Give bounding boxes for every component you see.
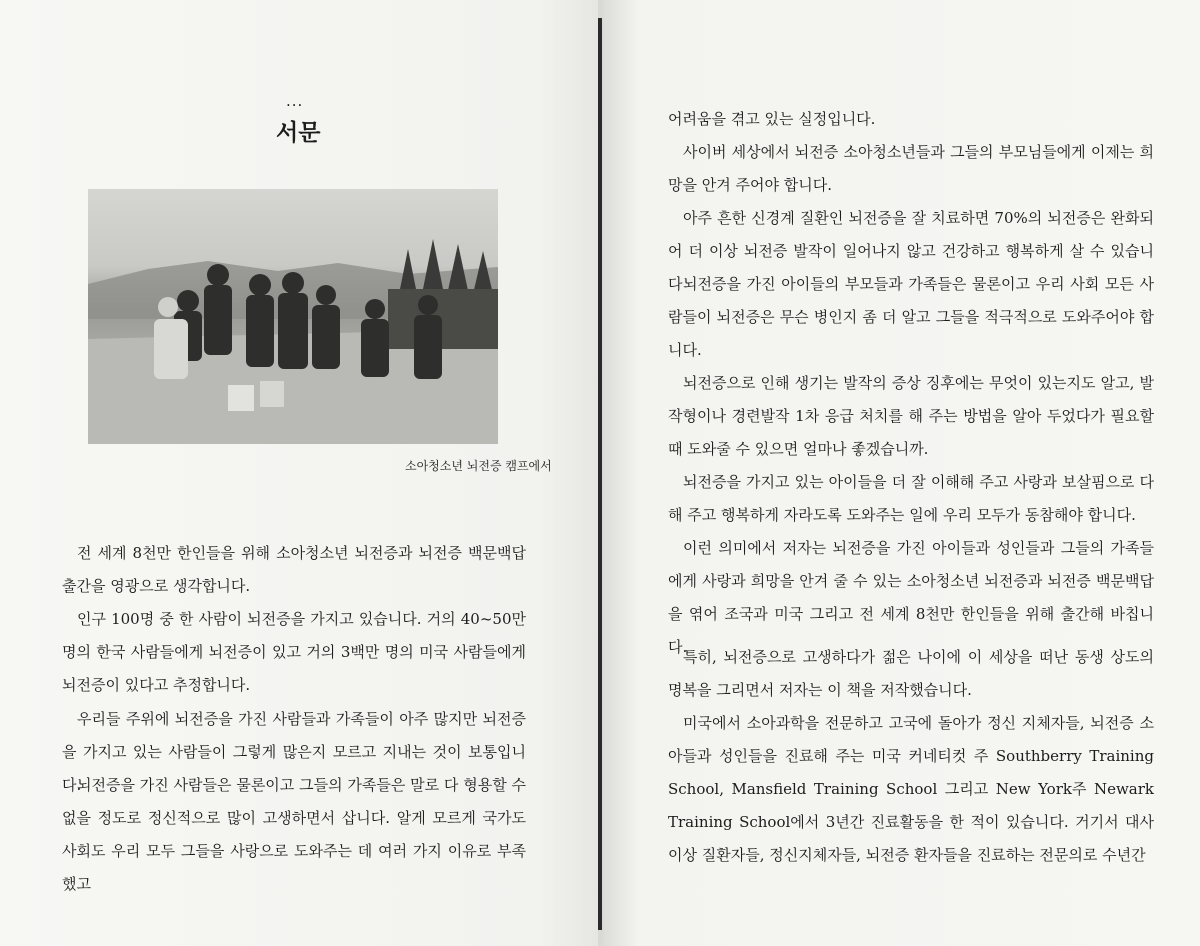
title-ornament: ...: [286, 92, 304, 110]
paragraph: 인구 100명 중 한 사람이 뇌전증을 가지고 있습니다. 거의 40~50만 명의 한국 사람들에게 뇌전증이 있고 거의 3백만 명의 미국 사람들에게 뇌전증이 있다고 추정합니다.: [62, 610, 526, 694]
page-title: 서문: [276, 120, 321, 146]
paragraph: 뇌전증을 가진 아이들의 부모들과 가족들은 물론이고 우리 사회 모든 사람들이 뇌전증은 무슨 병인지 좀 더 알고 그들을 적극적으로 도와주어야 합니다.: [668, 275, 1154, 359]
paragraph: 아주 흔한 신경계 질환인 뇌전증을 잘 치료하면 70%의 뇌전증은 완화되어 더 이상 뇌전증 발작이 일어나지 않고 건강하고 행복하게 살 수 있습니다: [668, 209, 1154, 293]
paragraph: 뇌전증을 가진 사람들은 물론이고 그들의 가족들은 말로 다 형용할 수 없을 정도로 정신적으로 많이 고생하면서 삽니다. 알게 모르게 국가도 사회도 우리 모두 그들을 사랑으로 도와주는 데 여러 가지 이유로 부족했고: [62, 776, 526, 893]
paragraph: 특히, 뇌전증으로 고생하다가 젊은 나이에 이 세상을 떠난 동생 상도의 명복을 그리면서 저자는 이 책을 저작했습니다.: [668, 648, 1154, 699]
book-gutter: [598, 18, 602, 930]
paragraph: 우리들 주위에 뇌전증을 가진 사람들과 가족들이 아주 많지만 뇌전증을 가지고 있는 사람들이 그렇게 많은지 모르고 지내는 것이 보통입니다.: [62, 710, 526, 794]
paragraph: 미국에서 소아과학을 전문하고 고국에 돌아가 정신 지체자들, 뇌전증 소아들과 성인들을 진료해 주는 미국 커네티컷 주 Southberry Training School, Mansfield Training School 그리고 New York주 Newark Training School에서 3년간 진료활동을 한 적이 있습니다. 거기서 대사이상 질환자들, 정신지체자들, 뇌전증 환자들을 진료하는 전문의로 수년간: [668, 714, 1154, 864]
paragraph: 뇌전증을 가지고 있는 아이들을 더 잘 이해해 주고 사랑과 보살핌으로 다해 주고 행복하게 자라도록 도와주는 일에 우리 모두가 동참해야 합니다.: [668, 473, 1154, 524]
paragraph: 이런 의미에서 저자는 뇌전증을 가진 아이들과 성인들과 그들의 가족들에게 사랑과 희망을 안겨 줄 수 있는 소아청소년 뇌전증과 뇌전증 백문백답을 엮어 조국과 미국 그리고 전 세계 8천만 한인들을 위해 출간해 바칩니다.: [668, 539, 1154, 656]
camp-photo: [88, 189, 498, 444]
paragraph: 뇌전증으로 인해 생기는 발작의 증상 징후에는 무엇이 있는지도 알고, 발작형이나 경련발작 1차 응급 처치를 해 주는 방법을 알아 두었다가 필요할 때 도와줄 수 있으면 얼마나 좋겠습니까.: [668, 374, 1154, 458]
paragraph: 사이버 세상에서 뇌전증 소아청소년들과 그들의 부모님들에게 이제는 희망을 안겨 주어야 합니다.: [668, 143, 1154, 194]
photo-caption: 소아청소년 뇌전증 캠프에서: [405, 459, 552, 473]
paragraph: 전 세계 8천만 한인들을 위해 소아청소년 뇌전증과 뇌전증 백문백답 출간을 영광으로 생각합니다.: [62, 544, 526, 595]
paragraph: 어려움을 겪고 있는 실정입니다.: [668, 110, 876, 128]
left-page: [0, 0, 598, 946]
